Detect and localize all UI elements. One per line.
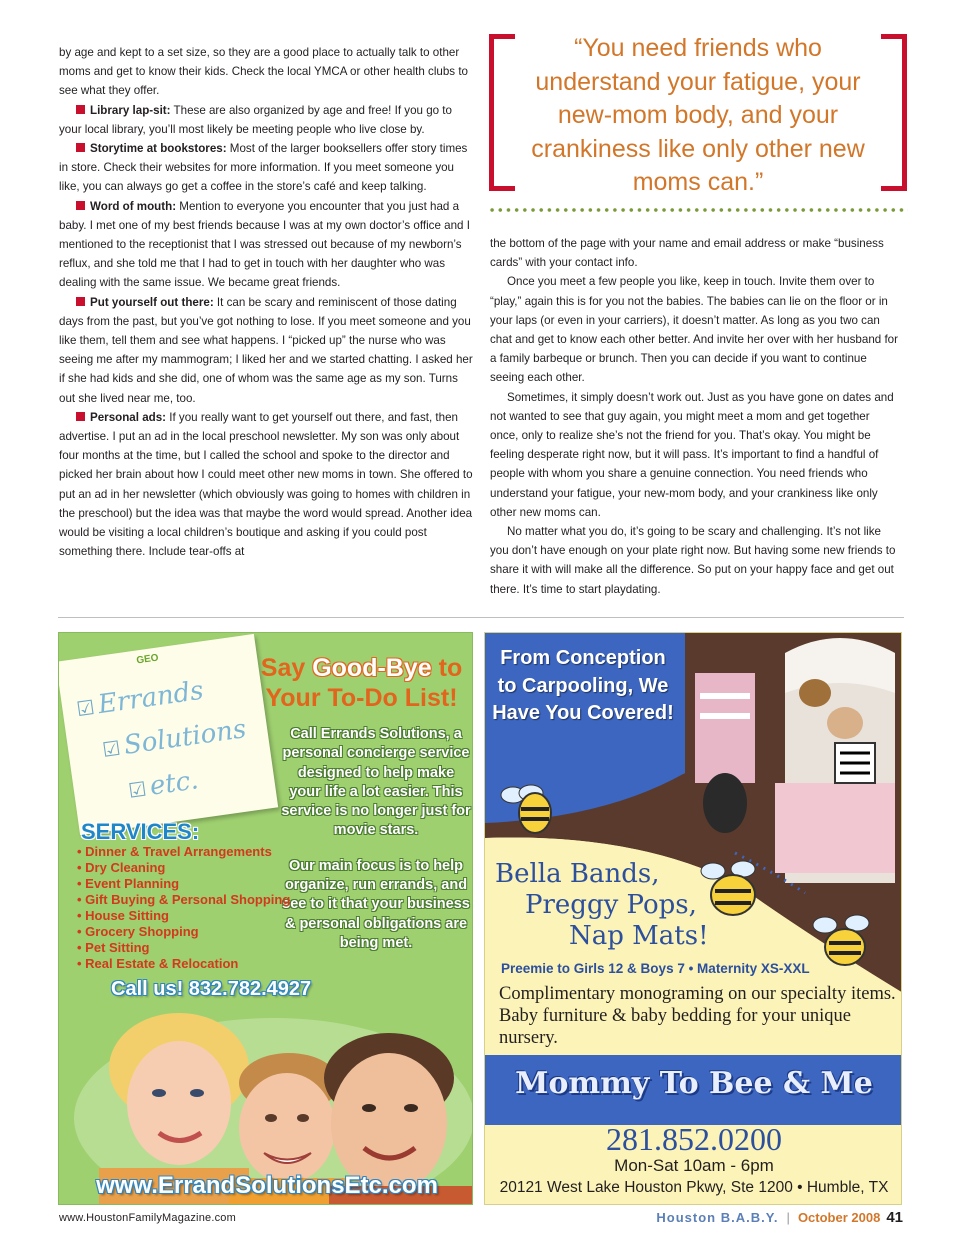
service-item: • Event Planning bbox=[77, 876, 290, 892]
services-list bbox=[77, 844, 290, 972]
phone-call-text[interactable]: Call us! 832.782.4927 bbox=[111, 978, 312, 1000]
article-paragraph: the bottom of the page with your name and email address or make “business cards” with your contact info. bbox=[490, 237, 884, 270]
service-item: • House Sitting bbox=[77, 908, 290, 924]
ad-blurb: Call Errands Solutions, a personal concierge service designed to help make your life a lot easier. This service is no longer just for movie stars. Our main focus is to help organize, run errands, and see to it that your business & personal obligations are being met. bbox=[281, 726, 471, 951]
footer-website[interactable]: www.HoustonFamilyMagazine.com bbox=[59, 1212, 236, 1224]
footer-separator: | bbox=[786, 1210, 790, 1225]
size-range: Preemie to Girls 12 & Boys 7 • Maternity XS-XXL bbox=[501, 961, 810, 976]
list-item-put-yourself-out bbox=[59, 293, 473, 408]
article-paragraph: by age and kept to a set size, so they are a good place to actually talk to other moms and get to know their kids. Check the local YMCA or other health clubs to see what they offer. bbox=[59, 46, 468, 98]
item-lead: Word of mouth: bbox=[90, 199, 177, 213]
website-link[interactable]: www.ErrandSolutionsEtc.com bbox=[96, 1172, 438, 1199]
ad-headline: From Conception to Carpooling, We Have You Covered! bbox=[492, 647, 674, 724]
service-item: • Gift Buying & Personal Shopping bbox=[77, 892, 290, 908]
item-text: Mention to everyone you encounter that you just had a baby. I met one of my best friends because I was at my own doctor’s office and I mentioned to the receptionist that I was stressed out because of my newborn’s reflux, and she told me that I had to get in touch with her daughter who was dealing with the same issue. We became great friends. bbox=[59, 199, 470, 290]
list-item-word-of-mouth bbox=[59, 197, 473, 293]
errands-solutions-ad[interactable] bbox=[58, 632, 473, 1205]
pull-quote: “You need friends who understand your fatigue, your new-mom body, and your crankiness like only other new moms can.” bbox=[531, 34, 865, 196]
item-lead: Personal ads: bbox=[90, 410, 167, 424]
note-tag: GEO bbox=[135, 652, 160, 667]
bullet-square-icon bbox=[76, 105, 85, 114]
list-item-personal-ads bbox=[59, 408, 473, 562]
store-hours: Mon-Sat 10am - 6pm bbox=[614, 1156, 774, 1175]
services-title: SERVICES: bbox=[81, 819, 200, 844]
store-address: 20121 West Lake Houston Pkwy, Ste 1200 • Humble, TX bbox=[499, 1179, 889, 1196]
note-line: ☑Errands bbox=[74, 675, 206, 722]
item-lead: Put yourself out there: bbox=[90, 295, 214, 309]
list-item-library bbox=[59, 101, 473, 139]
item-lead: Storytime at bookstores: bbox=[90, 142, 227, 156]
horizontal-rule bbox=[58, 617, 904, 618]
bullet-square-icon bbox=[76, 143, 85, 152]
page-number: 41 bbox=[886, 1209, 903, 1226]
item-text: These are also organized by age and free! If you go to your local library, you’ll most likely be meeting people who live close by. bbox=[59, 103, 452, 136]
footer-folio bbox=[656, 1209, 903, 1226]
check-icon: ☑ bbox=[74, 694, 97, 722]
service-item: • Pet Sitting bbox=[77, 940, 290, 956]
product-item: Nap Mats! bbox=[569, 921, 709, 951]
service-item: • Dinner & Travel Arrangements bbox=[77, 844, 290, 860]
product-list bbox=[495, 859, 709, 952]
item-text: It can be scary and reminiscent of those dating days from the past, but you’ve got nothing to lose. If you meet someone and you like them, tell them and see what happens. I “picked up” the nurse who was seeing me after my mammogram; I liked her and we started chatting. I asked her if she had kids and she did, one of whom was the same age as my son. Turns out she lived near me, too. bbox=[59, 295, 473, 405]
article-paragraph: Once you meet a few people you like, keep in touch. Invite them over to “play,” again this is for you not the babies. The babies can lie on the floor or in your laps (or even in your carriers), it doesn’t matter. As long as you two can chat and get to know each other better. And invite her over with her husband for a family barbeque or brunch. Then you can decide if you want to continue seeing each other. bbox=[490, 275, 898, 385]
product-item: Bella Bands, bbox=[495, 859, 660, 889]
article-paragraph: No matter what you do, it’s going to be scary and challenging. It’s not like you don’t have enough on your plate right now. But having some new friends to share it with will make all the difference. So put on your happy face and get out there. It’s time to start playdating. bbox=[490, 525, 896, 596]
note-line: ☑etc. bbox=[126, 765, 201, 803]
bullet-square-icon bbox=[76, 297, 85, 306]
publication-name: Houston B.A.B.Y. bbox=[656, 1210, 779, 1225]
dotted-divider bbox=[488, 206, 908, 214]
ad-headline: Say Good-Bye to Your To-Do List! bbox=[260, 654, 463, 712]
sticky-note bbox=[58, 634, 278, 835]
brand-logo: Mommy To Bee & Me bbox=[515, 1066, 873, 1101]
check-icon: ☑ bbox=[126, 776, 148, 803]
article-column-left bbox=[59, 43, 473, 561]
bullet-square-icon bbox=[76, 201, 85, 210]
mommy-to-bee-ad[interactable] bbox=[484, 632, 902, 1205]
check-icon: ☑ bbox=[100, 735, 122, 763]
item-text: Most of the larger booksellers offer story times in store. Check their websites for more information. If you meet someone you like, you can always go get a coffee in the store’s café and keep talking. bbox=[59, 142, 468, 194]
article-paragraph: Sometimes, it simply doesn’t work out. Just as you have gone on dates and not wanted to see that guy again, you might meet a mom and get together once, only to realize she’s not the friend for you. That’s okay. You might be feeling desperate right now, but it will pass. It’s important to find a handful of people with whom you share a genuine connection. You need friends who understand your fatigue, your new-mom body, and your crankiness like only other new moms can. bbox=[490, 390, 894, 519]
product-item: Preggy Pops, bbox=[525, 890, 697, 920]
article-column-right bbox=[490, 234, 900, 599]
phone-number[interactable]: 281.852.0200 bbox=[606, 1121, 782, 1157]
service-item: • Grocery Shopping bbox=[77, 924, 290, 940]
bullet-square-icon bbox=[76, 412, 85, 421]
list-item-storytime bbox=[59, 139, 473, 197]
note-line: ☑Solutions bbox=[100, 714, 249, 763]
service-item: • Dry Cleaning bbox=[77, 860, 290, 876]
ad-copy: Complimentary monograming on our specialty items. Baby furniture & baby bedding for your unique nursery. bbox=[499, 984, 896, 1048]
service-item: • Real Estate & Relocation bbox=[77, 956, 290, 972]
issue-date: October 2008 bbox=[797, 1210, 881, 1225]
item-lead: Library lap-sit: bbox=[90, 103, 171, 117]
item-text: If you really want to get yourself out there, and fast, then advertise. I put an ad in the local preschool newsletter. My son was only about four months at the time, but I called the school and spoke to the director and picked her brain about how I could meet other new moms in town. She offered to put an ad in her newsletter (which obviously was going to homes with children in the preschool) but the idea was that maybe the word would spread. Another idea would be visiting a local children’s boutique and asking if you could post something there. Include tear-offs at bbox=[59, 410, 473, 559]
